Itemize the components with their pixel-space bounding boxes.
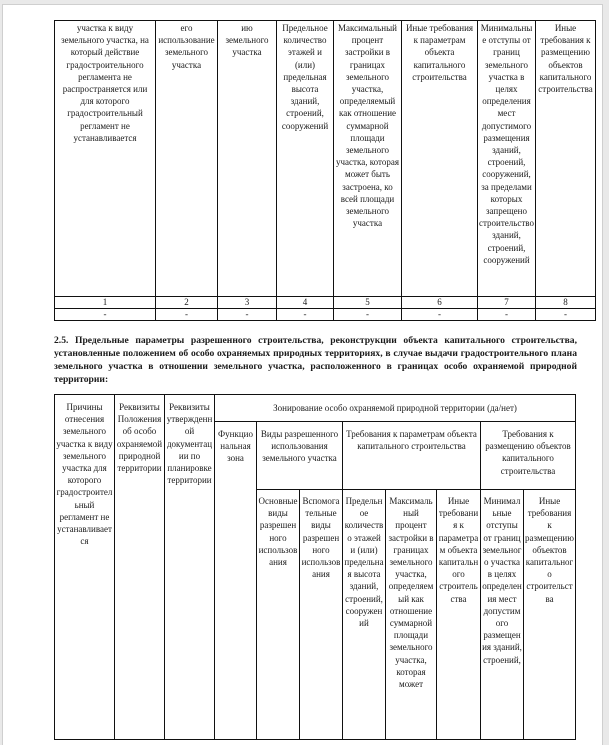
restrictions-table [54,20,596,321]
column-number: 7 [478,297,536,309]
functional-zone-header: Функциональная зона [215,422,257,740]
table-cell: - [536,309,596,321]
header-cell: Иные требования к размещению объектов капитального строительства [536,21,596,297]
header-cell: Иные требования к параметрам объекта капитального строительства [402,21,478,297]
table-header-row [55,21,596,297]
table-cell: - [277,309,334,321]
regulation-details-header: Реквизиты Положения об особо охраняемой природной территории [115,395,165,740]
protected-area-table [54,394,576,740]
column-number: 5 [334,297,402,309]
table-cell: - [156,309,218,321]
other-params-header: Иные требования к параметрам объекта капитального строительства [437,490,481,740]
header-cell: ию земельного участка [218,21,277,297]
reason-header: Причины отнесения земельного участка к виду земельного участка для которого градостроительный регламент не устанавливается [55,395,115,740]
column-number-row [55,297,596,309]
table-cell: - [402,309,478,321]
min-setbacks-header: Минимальные отступы от границ земельного участка в целях определения мест допустимого размещения зданий, строений, [481,490,524,740]
table-cell: - [478,309,536,321]
aux-use-header: Вспомогательные виды разрешенного использования [300,490,343,740]
header-cell: участка к виду земельного участка, на который действие градостроительного регламента не распространяется или для которого градостроительный регламент не устанавливается [55,21,156,297]
column-number: 3 [218,297,277,309]
other-placement-header: Иные требования к размещению объектов капитального строительства [524,490,576,740]
table-row [55,309,596,321]
table-cell: - [218,309,277,321]
column-number: 8 [536,297,596,309]
main-use-header: Основные виды разрешенного использования [257,490,300,740]
max-percent-header: Максимальный процент застройки в границах земельного участка, определяемый как отношение суммарной площади земельного участка, которая может [386,490,437,740]
column-number: 2 [156,297,218,309]
zoning-header: Зонирование особо охраняемой природной территории (да/нет) [215,395,576,422]
column-number: 6 [402,297,478,309]
max-floors-header: Предельное количество этажей и (или) предельная высота зданий, строений, сооружений [343,490,386,740]
header-cell: Предельное количество этажей и (или) предельная высота зданий, строений, сооружений [277,21,334,297]
header-cell: Максимальный процент застройки в границах земельного участка, определяемый как отношение суммарной площади земельного участка, которая может быть застроена, ко всей площади земельного участка [334,21,402,297]
column-number: 4 [277,297,334,309]
table-cell: - [55,309,156,321]
header-cell: Минимальные отступы от границ земельного участка в целях определения мест допустимого размещения зданий, строений, сооружений, за пределами которых запрещено строительство зданий, строений, сооружений [478,21,536,297]
column-number: 1 [55,297,156,309]
use-types-header: Виды разрешенного использования земельного участка [257,422,343,490]
section-heading: 2.5. Предельные параметры разрешенного строительства, реконструкции объекта капитального строительства, установленные положением об особо охраняемых природных территориях, в случае выдачи градостроительного плана земельного участка в отношении земельного участка, расположенного в границах особо охраняемой природной территории: [54,335,577,385]
planning-docs-header: Реквизиты утвержденной документации по планировке территории [165,395,215,740]
header-cell: его использование земельного участка [156,21,218,297]
table-cell: - [334,309,402,321]
placement-requirements-header: Требования к размещению объектов капитального строительства [481,422,576,490]
params-requirements-header: Требования к параметрам объекта капитального строительства [343,422,481,490]
